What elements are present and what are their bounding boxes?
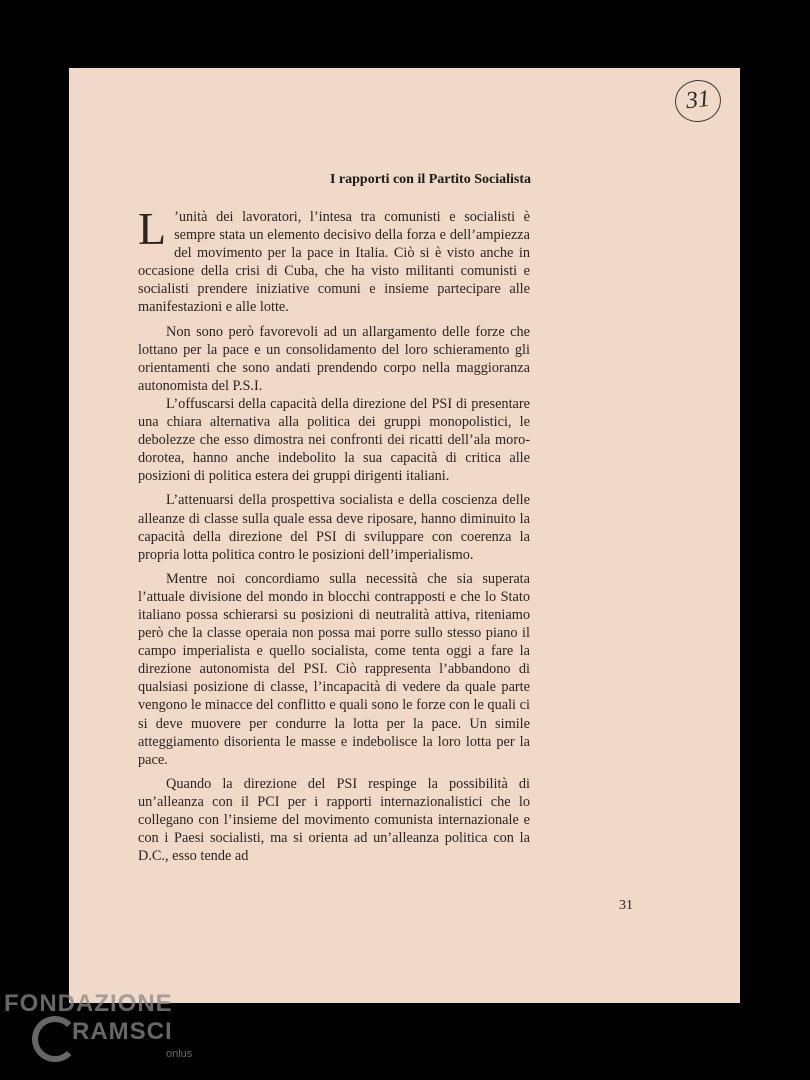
paragraph-4: L’attenuarsi della prospettiva socialista e della coscienza delle alleanze di classe sulla quale essa deve riposare, hanno diminuito la capacità della direzione del PSI di sviluppare con coerenza la propria lotta politica contro le posizioni dell’imperialismo. xyxy=(138,492,530,563)
paragraph-3: L’offuscarsi della capacità della direzione del PSI di presentare una chiara alternativa alla politica dei gruppi monopolistici, le debolezze che esso dimostra nei confronti dei ricatti dell’ala moro-dorotea, hanno anche indebolito la sua capacità di critica alle posizioni di politica estera dei gruppi dirigenti italiani. xyxy=(138,395,530,485)
section-title: I rapporti con il Partito Socialista xyxy=(329,172,531,187)
paragraph-6: Quando la direzione del PSI respinge la possibilità di un’alleanza con il PCI per i rapporti internazionalistici che lo collegano con l’insieme del movimento comunista internazionale e con i Paesi socialisti, ma si orienta ad un’alleanza politica con la D.C., esso tende ad xyxy=(138,775,530,865)
page-number: 31 xyxy=(619,898,633,913)
drop-cap: L xyxy=(138,203,167,254)
document-page xyxy=(69,68,740,1003)
paragraph-1-text: ’unità dei lavoratori, l’intesa tra comunisti e socialisti è sempre stata un elemento decisivo della forza e dell’ampiezza del movimento per la pace in Italia. Ciò si è visto anche in occasione della crisi di Cuba, che ha visto militanti comunisti e socialisti prendere iniziative comuni e insieme partecipare alle manifestazioni e alle lotte. xyxy=(138,209,530,316)
paragraph-2: Non sono però favorevoli ad un allargamento delle forze che lottano per la pace e un consolidamento del loro schieramento gli orientamenti che sono andati prendendo corpo nella maggioranza autonomista del P.S.I. xyxy=(138,323,530,394)
paragraph-5: Mentre noi concordiamo sulla necessità che sia superata l’attuale divisione del mondo in blocchi contrapposti e che lo Stato italiano possa schierarsi su posizioni di neutralità attiva, riteniamo però che la classe operaia non possa mai porre sullo stesso piano il campo imperialista e quello socialista, come tenta oggi a fare la direzione autonomista del PSI. Ciò rappresenta l’abbandono di qualsiasi posizione di classe, l’incapacità di vedere da quale parte vengono le minacce del conflitto e quali sono le forze con le quali ci si deve muovere per condurre la lotta per la pace. Un simile atteggiamento disorienta le masse e indebolisce la loro lotta per la pace. xyxy=(138,570,530,768)
watermark-line-1: FONDAZIONE xyxy=(4,990,173,1017)
fondazione-gramsci-watermark xyxy=(4,990,204,1070)
body-text xyxy=(138,203,530,865)
watermark-line-3: onlus xyxy=(166,1048,193,1060)
watermark-line-2: RAMSCI xyxy=(72,1018,173,1045)
paragraph-1 xyxy=(138,203,530,317)
archive-page-stamp: 31 xyxy=(673,78,723,125)
